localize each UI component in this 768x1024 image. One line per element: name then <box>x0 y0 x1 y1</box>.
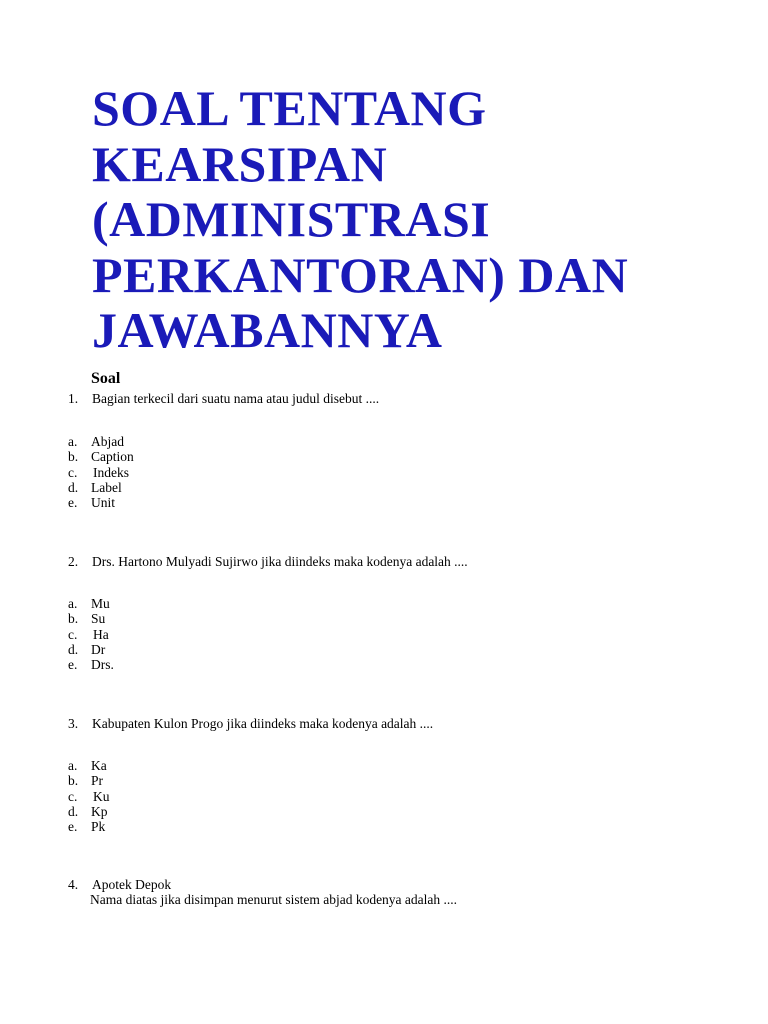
option-letter: a. <box>68 758 78 773</box>
option-text: Indeks <box>93 464 129 480</box>
option-text: Caption <box>91 449 134 465</box>
option-letter: a. <box>68 596 78 611</box>
option-letter: e. <box>68 819 78 835</box>
title-line: KEARSIPAN <box>92 135 388 192</box>
title-line: SOAL TENTANG <box>92 80 487 136</box>
option-letter: c. <box>68 626 78 642</box>
question-number: 3. <box>68 716 79 731</box>
option-item <box>68 480 134 495</box>
option-item <box>68 434 134 449</box>
option-item <box>68 758 110 773</box>
option-item <box>68 789 110 804</box>
option-letter: c. <box>68 464 78 480</box>
question-text: Bagian terkecil dari suatu nama atau judul disebut .... <box>92 391 380 406</box>
option-item <box>68 495 134 510</box>
option-text: Ka <box>91 758 107 773</box>
option-text: Drs. <box>91 657 114 673</box>
option-text: Unit <box>91 495 116 511</box>
question-2 <box>68 554 468 570</box>
option-letter: d. <box>68 641 79 657</box>
option-item <box>68 819 110 834</box>
option-text: Ha <box>93 626 109 642</box>
title-line: PERKANTORAN) DAN <box>92 246 629 303</box>
option-item <box>68 465 134 480</box>
option-text: Ku <box>93 788 110 804</box>
option-letter: d. <box>68 479 79 495</box>
section-heading: Soal <box>91 370 121 387</box>
question-text: Apotek Depok <box>92 877 172 892</box>
title-line: (ADMINISTRASI <box>92 191 491 247</box>
option-text: Su <box>91 611 106 627</box>
option-item <box>68 627 114 642</box>
option-text: Pr <box>91 773 104 789</box>
option-letter: e. <box>68 495 78 511</box>
option-item <box>68 449 134 464</box>
question-text: Drs. Hartono Mulyadi Sujirwo jika diindeks maka kodenya adalah .... <box>92 554 468 569</box>
option-text: Kp <box>91 803 108 819</box>
option-letter: b. <box>68 449 79 465</box>
option-text: Pk <box>91 819 106 835</box>
question-4-subtext: Nama diatas jika disimpan menurut sistem abjad kodenya adalah .... <box>90 892 458 907</box>
question-1 <box>68 391 379 407</box>
option-text: Label <box>91 479 122 495</box>
title-line: JAWABANNYA <box>92 302 443 358</box>
question-number: 4. <box>68 877 79 892</box>
option-letter: b. <box>68 773 79 789</box>
options-list-2 <box>68 596 114 672</box>
options-list-3 <box>68 758 110 834</box>
option-item <box>68 657 114 672</box>
option-item <box>68 773 110 788</box>
option-letter: b. <box>68 611 79 627</box>
question-number: 2. <box>68 554 79 569</box>
option-item <box>68 596 114 611</box>
question-text: Kabupaten Kulon Progo jika diindeks maka kodenya adalah .... <box>92 716 434 731</box>
question-4 <box>68 877 171 893</box>
question-number: 1. <box>68 391 79 406</box>
option-letter: e. <box>68 657 78 673</box>
options-list-1 <box>68 434 134 510</box>
option-letter: a. <box>68 434 78 449</box>
document-title <box>92 81 628 359</box>
option-item <box>68 804 110 819</box>
option-letter: c. <box>68 788 78 804</box>
question-3 <box>68 716 433 732</box>
option-text: Abjad <box>91 434 124 449</box>
option-text: Mu <box>91 596 110 611</box>
option-item <box>68 642 114 657</box>
option-item <box>68 611 114 626</box>
option-letter: d. <box>68 803 79 819</box>
option-text: Dr <box>91 641 106 657</box>
